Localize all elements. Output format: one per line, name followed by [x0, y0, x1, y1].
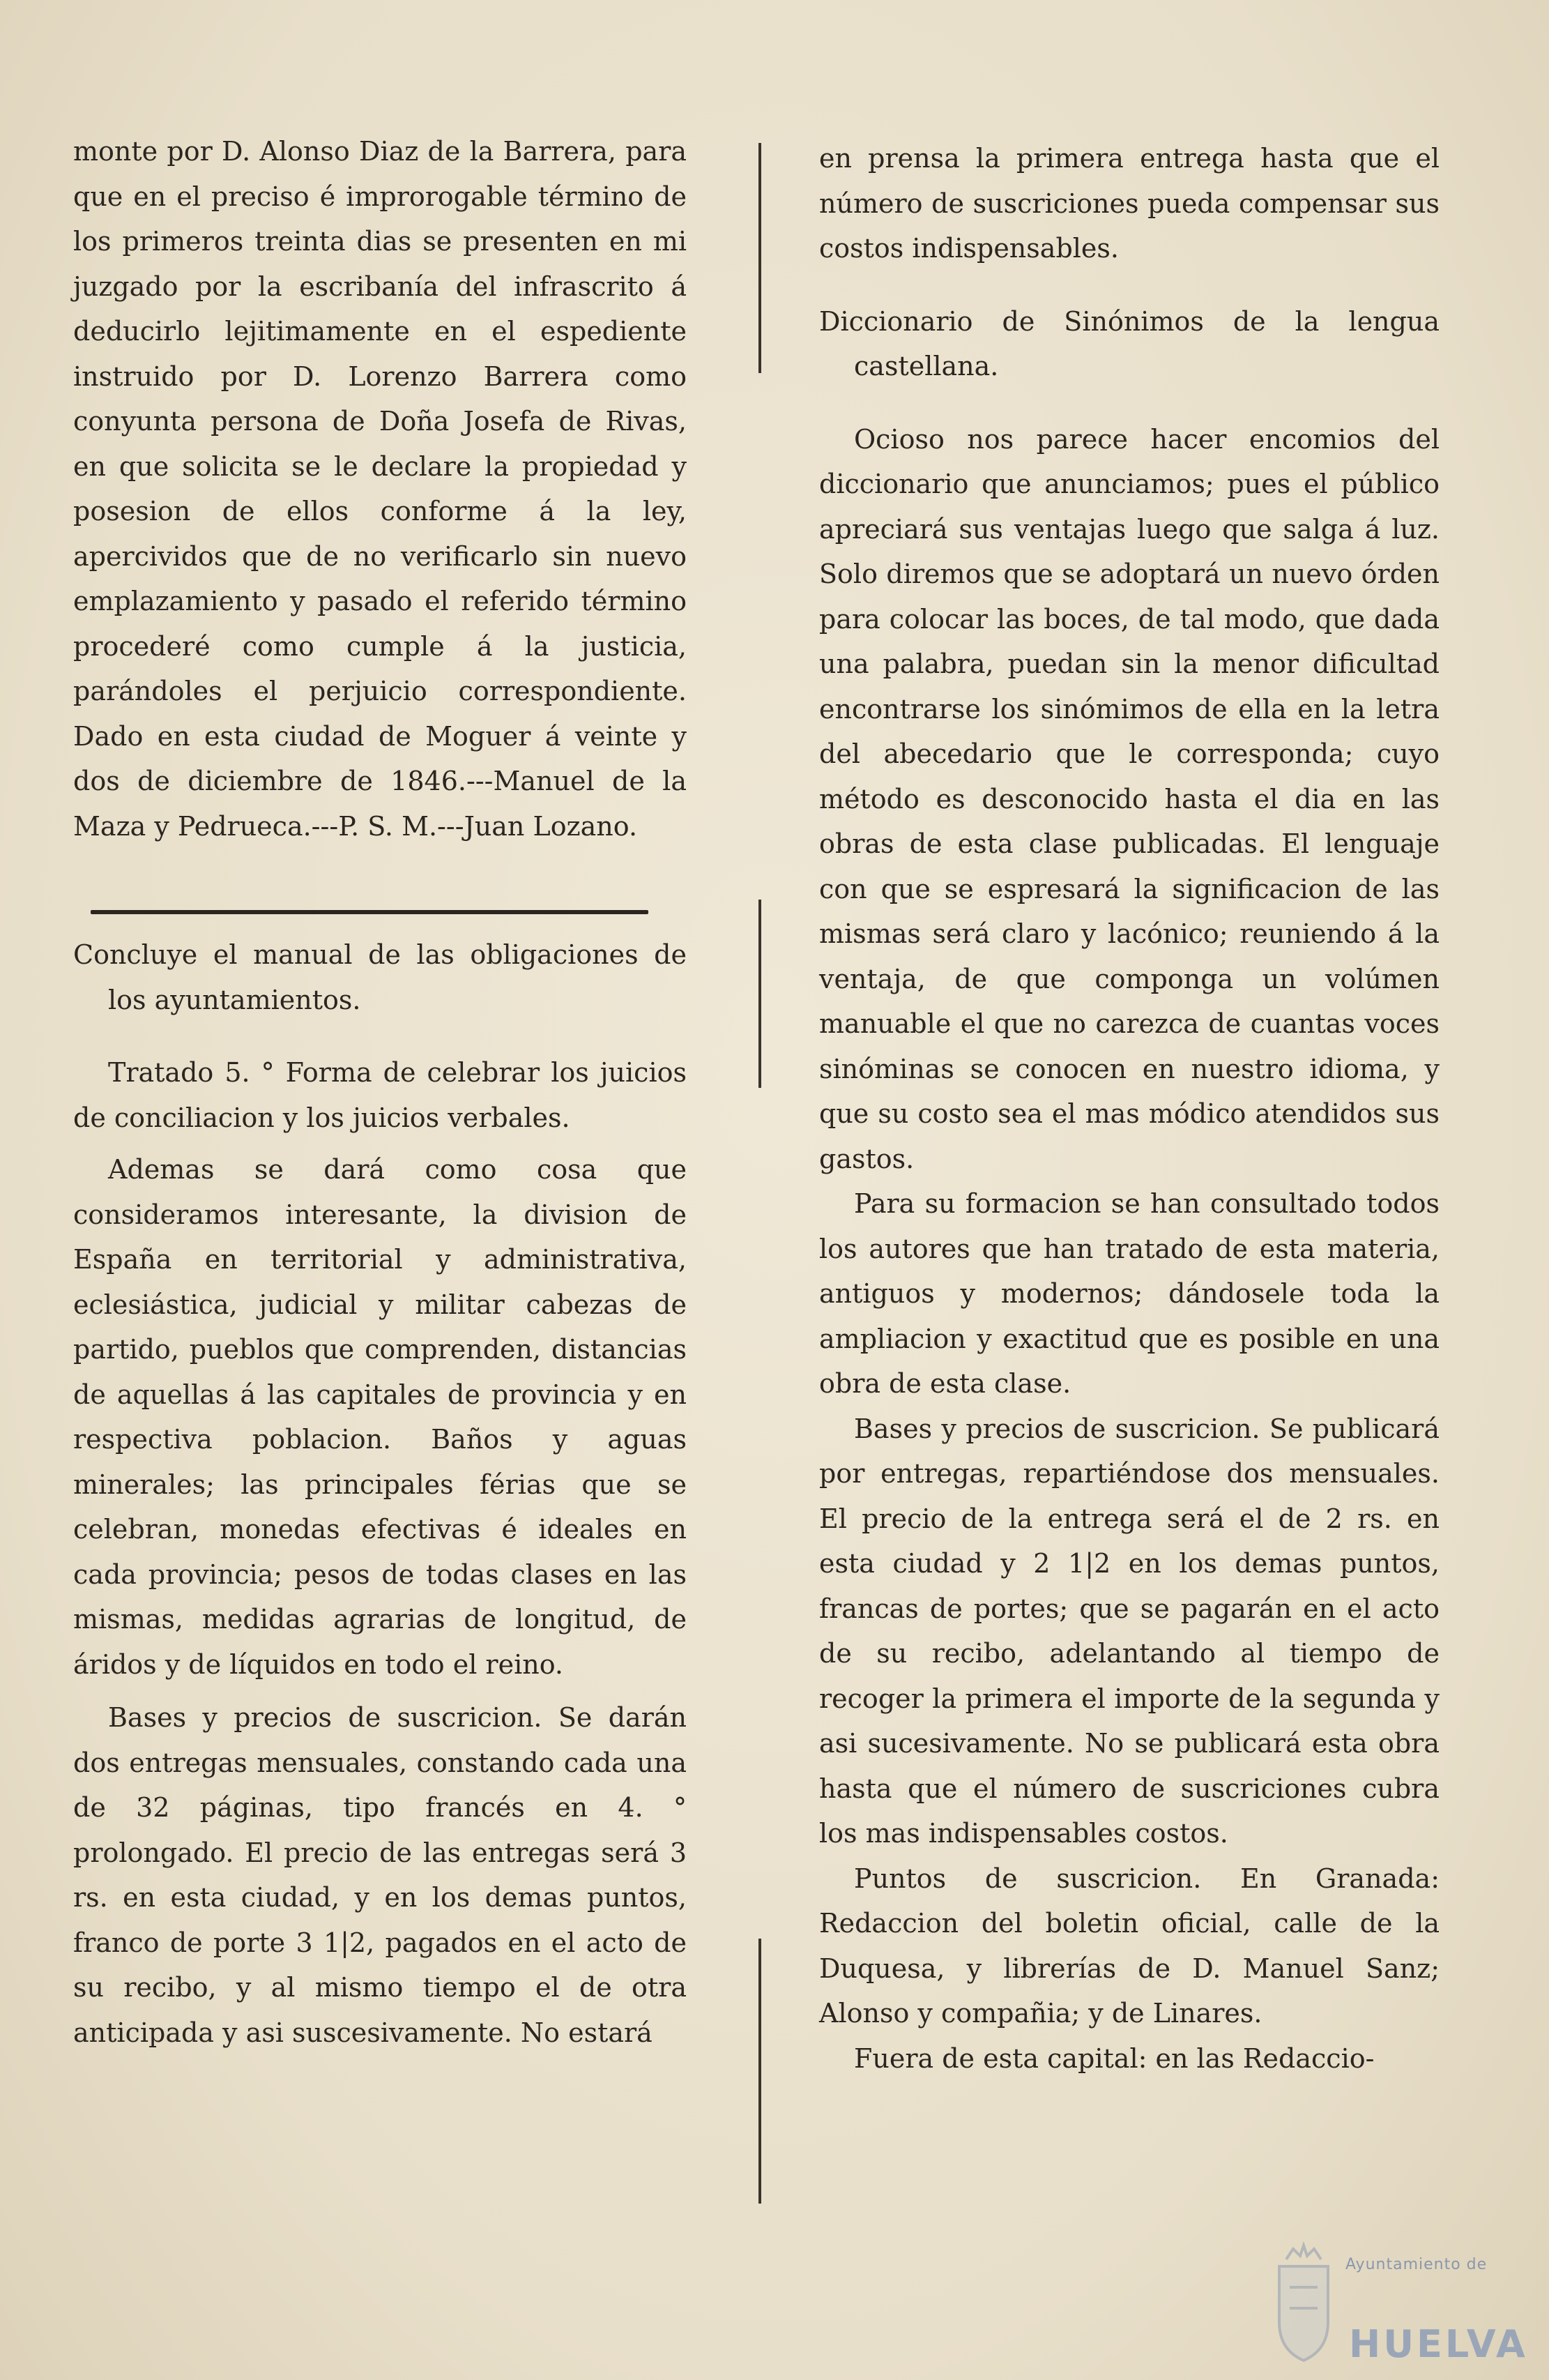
fuera-paragraph: Fuera de esta capital: en las Redaccio-: [854, 2042, 1375, 2074]
ocioso-paragraph: Ocioso nos parece hacer encomios del diccionario que anunciamos; pues el público apreciará sus ventajas luego que salga á luz. Solo diremos que se adoptará un nuevo órden para colocar las boces, de tal modo, que dada una palabra, puedan sin la menor dificultad encontrarse los sinómimos de ella en la letra del abecedario que le corresponda; cuyo método es desconocido hasta el dia en las obras de esta clase publicadas. El lenguaje con que se espresará la significacion de las mismas será claro y lacónico; reuniendo á la ventaja, de que componga un volúmen manuable el que no carezca de cuantas voces sinóminas se conocen en nuestro idioma, y que su costo sea el mas módico atendidos sus gastos.: [819, 423, 1440, 1174]
puntos-paragraph: Puntos de suscricion. En Granada: Redaccion del boletin oficial, calle de la Duquesa, y librerías de D. Manuel Sanz; Alonso y compañia; y de Linares.: [819, 1863, 1440, 2029]
horizontal-rule: [91, 910, 648, 914]
continuation-text: en prensa la primera entrega hasta que el número de suscriciones pueda compensar sus costos indispensables.: [819, 143, 1440, 264]
right-bases-paragraph: Bases y precios de suscricion. Se publicará por entregas, repartiéndose dos mensuales. El precio de la entrega será el de 2 rs. en esta ciudad y 2 1|2 en los demas puntos, francas de portes; que se pagarán en el acto de su recibo, adelantando al tiempo de recoger la primera el importe de la segunda y asi sucesivamente. No se publicará esta obra hasta que el número de suscriciones cubra los mas indispensables costos.: [819, 1413, 1440, 1849]
column-divider-middle: [758, 900, 761, 1088]
watermark-city: HUELVA: [1349, 2322, 1528, 2366]
tratado-paragraph: Tratado 5. ° Forma de celebrar los juicios de conciliacion y los juicios verbales.: [73, 1057, 687, 1133]
manual-heading: Concluye el manual de las obligaciones de los ayuntamientos.: [73, 939, 687, 1015]
legal-notice-text: monte por D. Alonso Diaz de la Barrera, para que en el preciso é improrogable término de los primeros treinta dias se presenten en mi juzgado por la escribanía del infrascrito á deducirlo lejitimamente en el espediente instruido por D. Lorenzo Barrera como conyunta persona de Doña Josefa de Rivas, en que solicita se le declare la propiedad y posesion de ellos conforme á la ley, apercividos que de no verificarlo sin nuevo emplazamiento y pasado el referido término procederé como cumple á la justicia, parándoles el perjuicio correspondiente. Dado en esta ciudad de Moguer á veinte y dos de diciembre de 1846.---Manuel de la Maza y Pedrueca.---P. S. M.---Juan Lozano.: [73, 136, 687, 842]
column-divider-top: [758, 143, 761, 373]
column-divider-bottom: [758, 1939, 761, 2204]
dictionary-heading: Diccionario de Sinónimos de la lengua castellana.: [819, 305, 1440, 381]
left-column: [73, 129, 687, 2055]
right-column: [819, 136, 1440, 2081]
left-bases-paragraph: Bases y precios de suscricion. Se darán dos entregas mensuales, constando cada una de 32 páginas, tipo francés en 4. ° prolongado. El precio de las entregas será 3 rs. en esta ciudad, y en los demas puntos, franco de porte 3 1|2, pagados en el acto de su recibo, y al mismo tiempo el de otra anticipada y asi suscesivamente. No estará: [73, 1702, 687, 2048]
formacion-paragraph: Para su formacion se han consultado todos los autores que han tratado de esta materia, antiguos y modernos; dándosele toda la ampliacion y exactitud que es posible en una obra de esta clase.: [819, 1188, 1440, 1399]
watermark-caption: Ayuntamiento de: [1345, 2256, 1488, 2273]
ademas-paragraph: Ademas se dará como cosa que consideramos interesante, la division de España en territorial y administrativa, eclesiástica, judicial y militar cabezas de partido, pueblos que comprenden, distancias de aquellas á las capitales de provincia y en respectiva poblacion. Baños y aguas minerales; las principales férias que se celebran, monedas efectivas é ideales en cada provincia; pesos de todas clases en las mismas, medidas agrarias de longitud, de áridos y de líquidos en todo el reino.: [73, 1154, 687, 1680]
